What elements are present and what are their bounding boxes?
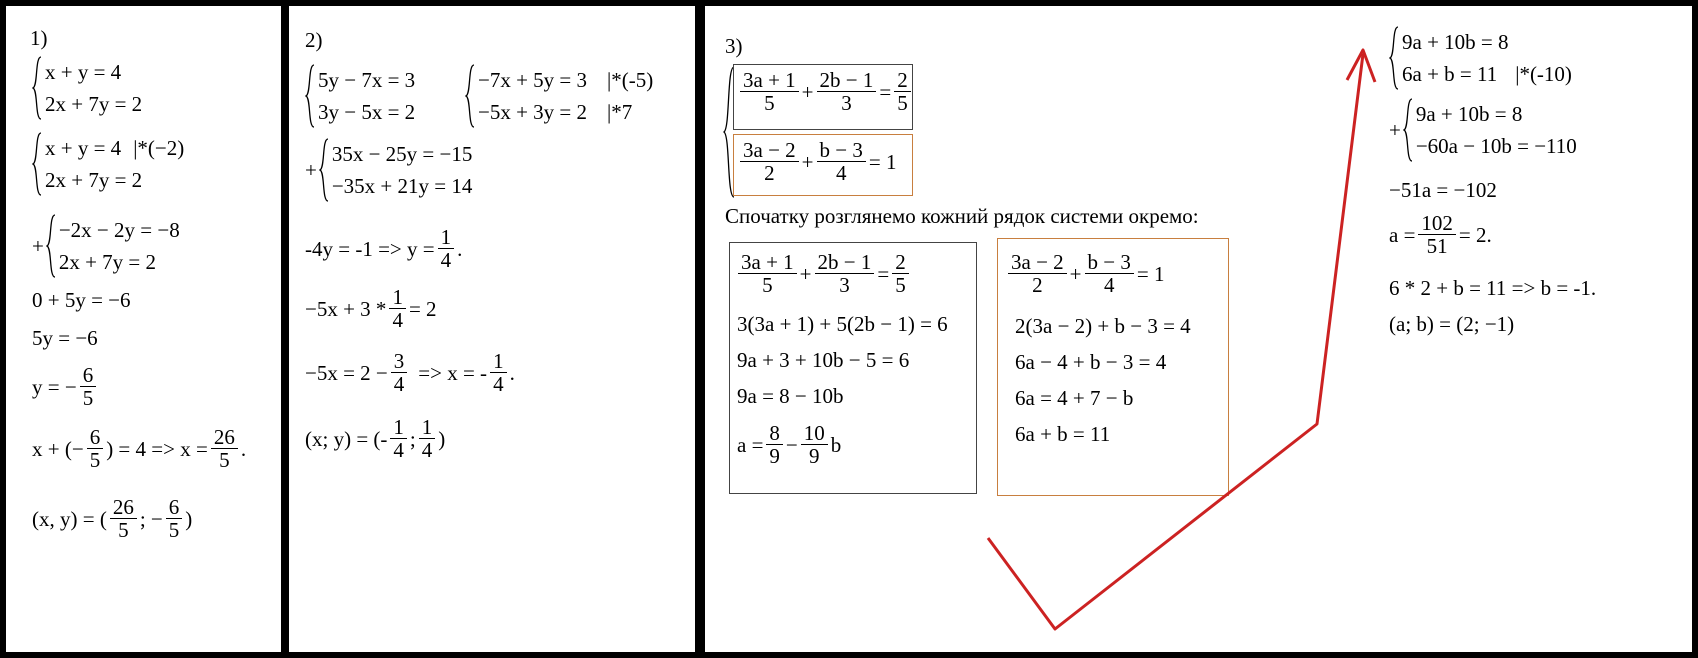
text: . bbox=[509, 360, 515, 385]
system-b bbox=[465, 64, 653, 133]
answer bbox=[32, 496, 192, 541]
line: 2(3a − 2) + b − 3 = 4 bbox=[1015, 314, 1191, 338]
fraction: $\frac{1}{4}$ bbox=[419, 416, 436, 461]
solution-system-2 bbox=[1389, 98, 1577, 162]
line: 6a − 4 + b − 3 = 4 bbox=[1015, 350, 1167, 374]
system-2 bbox=[32, 132, 184, 201]
line: 3(3a + 1) + 5(2b − 1) = 6 bbox=[737, 312, 948, 336]
fraction: $\frac{6}{5}$ bbox=[87, 426, 104, 471]
text: a = bbox=[1389, 222, 1416, 247]
brace-icon bbox=[32, 56, 42, 120]
brace-icon bbox=[32, 132, 42, 196]
equation: 9a + 10b = 8 bbox=[1415, 102, 1523, 126]
fraction: $\frac{1}{4}$ bbox=[490, 350, 507, 395]
text: ) bbox=[438, 426, 446, 451]
text: = 2 bbox=[408, 296, 437, 321]
line bbox=[32, 426, 246, 471]
fraction: $\frac{6}{5}$ bbox=[166, 496, 183, 541]
plus-sign: + bbox=[1389, 118, 1401, 142]
fraction: $\frac{3a - 2}{2}$ bbox=[1008, 251, 1067, 296]
equation: −35x + 21y = 14 bbox=[331, 174, 473, 198]
fraction: $\frac{26}{5}$ bbox=[211, 426, 238, 471]
panel-1 bbox=[6, 6, 281, 652]
text: y = − bbox=[32, 374, 77, 399]
text: (x; y) = (- bbox=[305, 426, 388, 451]
fraction: $\frac{1}{4}$ bbox=[390, 416, 407, 461]
text: . bbox=[457, 236, 463, 261]
text: a = bbox=[737, 432, 764, 457]
system-1 bbox=[32, 56, 142, 125]
text: − bbox=[785, 432, 798, 457]
fraction: $\frac{b - 3}{4}$ bbox=[817, 139, 866, 184]
system-3 bbox=[32, 214, 180, 278]
fraction: $\frac{b - 3}{4}$ bbox=[1085, 251, 1134, 296]
brace-icon bbox=[1403, 98, 1413, 162]
answer bbox=[305, 416, 445, 461]
equation: x + y = 4 bbox=[45, 60, 122, 84]
line: 6 * 2 + b = 11 => b = -1. bbox=[1389, 276, 1597, 300]
fraction: $\frac{3a - 2}{2}$ bbox=[740, 139, 799, 184]
multiplier: |*(-5) bbox=[607, 68, 654, 92]
system-a bbox=[305, 64, 415, 133]
line: 9a + 3 + 10b − 5 = 6 bbox=[737, 348, 910, 372]
fraction: $\frac{102}{51}$ bbox=[1418, 212, 1456, 257]
text: = 1 bbox=[868, 149, 897, 174]
equation: 35x − 25y = −15 bbox=[331, 142, 473, 166]
problem-number: 3) bbox=[725, 34, 743, 58]
fraction: $\frac{1}{4}$ bbox=[438, 226, 455, 271]
text: = bbox=[879, 79, 892, 104]
brace-icon bbox=[465, 64, 475, 128]
fraction: $\frac{2b - 1}{3}$ bbox=[815, 251, 875, 296]
problem-number: 1) bbox=[30, 26, 48, 50]
fraction: $\frac{3a + 1}{5}$ bbox=[738, 251, 797, 296]
line: 9a = 8 − 10b bbox=[737, 384, 844, 408]
line: 6a = 4 + 7 − b bbox=[1015, 386, 1134, 410]
fraction: $\frac{2}{5}$ bbox=[892, 251, 909, 296]
line bbox=[1389, 212, 1492, 257]
fraction: $\frac{2b - 1}{3}$ bbox=[817, 69, 877, 114]
text: . bbox=[240, 436, 247, 461]
text: ; bbox=[409, 426, 416, 451]
text: −5x + 3 * bbox=[305, 296, 387, 321]
text: ; − bbox=[139, 506, 163, 531]
equation: x + y = 4 bbox=[45, 136, 122, 160]
text: x + (− bbox=[32, 436, 84, 461]
fraction: $\frac{3}{4}$ bbox=[391, 350, 408, 395]
equation: 2x + 7y = 2 bbox=[58, 250, 157, 274]
line bbox=[305, 226, 462, 271]
plus-sign: + bbox=[305, 158, 317, 182]
equation: 2x + 7y = 2 bbox=[45, 168, 143, 192]
panel-2 bbox=[289, 6, 695, 652]
plus-sign: + bbox=[32, 234, 44, 258]
equation: −7x + 5y = 3 bbox=[478, 68, 588, 92]
line: −51a = −102 bbox=[1389, 178, 1497, 202]
brace-icon bbox=[305, 64, 315, 128]
equation: 9a + 10b = 8 bbox=[1402, 30, 1509, 54]
text: (x, y) = ( bbox=[32, 506, 107, 531]
fraction: $\frac{8}{9}$ bbox=[766, 422, 783, 467]
equation: 6a + b = 11 bbox=[1402, 62, 1498, 86]
text: −5x = 2 − bbox=[305, 360, 388, 385]
text: b bbox=[830, 432, 842, 457]
brace-icon bbox=[319, 138, 329, 202]
panel-3 bbox=[705, 6, 1692, 652]
fraction: $\frac{6}{5}$ bbox=[80, 364, 97, 409]
text: = 1 bbox=[1136, 261, 1165, 286]
multiplier: |*(-10) bbox=[1515, 62, 1572, 86]
multiplier: |*7 bbox=[607, 100, 633, 124]
multiplier: |*(−2) bbox=[133, 136, 185, 160]
line: 5y = −6 bbox=[32, 326, 98, 350]
equation: 2x + 7y = 2 bbox=[45, 92, 143, 116]
equation: 5y − 7x = 3 bbox=[318, 68, 416, 92]
equation: 3y − 5x = 2 bbox=[318, 100, 416, 124]
line: 0 + 5y = −6 bbox=[32, 288, 131, 312]
text: => x = - bbox=[418, 360, 488, 385]
text: + bbox=[1069, 261, 1082, 286]
line bbox=[32, 364, 99, 409]
text: ) bbox=[185, 506, 193, 531]
equation: −60a − 10b = −110 bbox=[1415, 134, 1577, 158]
text: = 2. bbox=[1458, 222, 1492, 247]
text: + bbox=[801, 79, 814, 104]
fraction: $\frac{10}{9}$ bbox=[801, 422, 828, 467]
fraction: $\frac{1}{4}$ bbox=[389, 286, 406, 331]
problem-number: 2) bbox=[305, 28, 323, 52]
solution-system-1 bbox=[1389, 26, 1572, 95]
line bbox=[305, 286, 437, 331]
brace-icon bbox=[46, 214, 56, 278]
text: -4y = -1 => y = bbox=[305, 236, 435, 261]
equation: −5x + 3y = 2 bbox=[478, 100, 588, 124]
line bbox=[305, 350, 515, 395]
fraction: $\frac{2}{5}$ bbox=[894, 69, 911, 114]
answer: (a; b) = (2; −1) bbox=[1389, 312, 1515, 336]
text: ) = 4 => x = bbox=[106, 436, 208, 461]
text: + bbox=[801, 149, 814, 174]
text: = bbox=[877, 261, 890, 286]
caption: Спочатку розглянемо кожний рядок системи окремо: bbox=[725, 204, 1199, 228]
fraction: $\frac{26}{5}$ bbox=[110, 496, 137, 541]
equation: −2x − 2y = −8 bbox=[58, 218, 180, 242]
fraction: $\frac{3a + 1}{5}$ bbox=[740, 69, 799, 114]
text: + bbox=[799, 261, 812, 286]
line: 6a + b = 11 bbox=[1015, 422, 1111, 446]
brace-icon bbox=[1389, 26, 1399, 90]
system-c bbox=[305, 138, 472, 202]
